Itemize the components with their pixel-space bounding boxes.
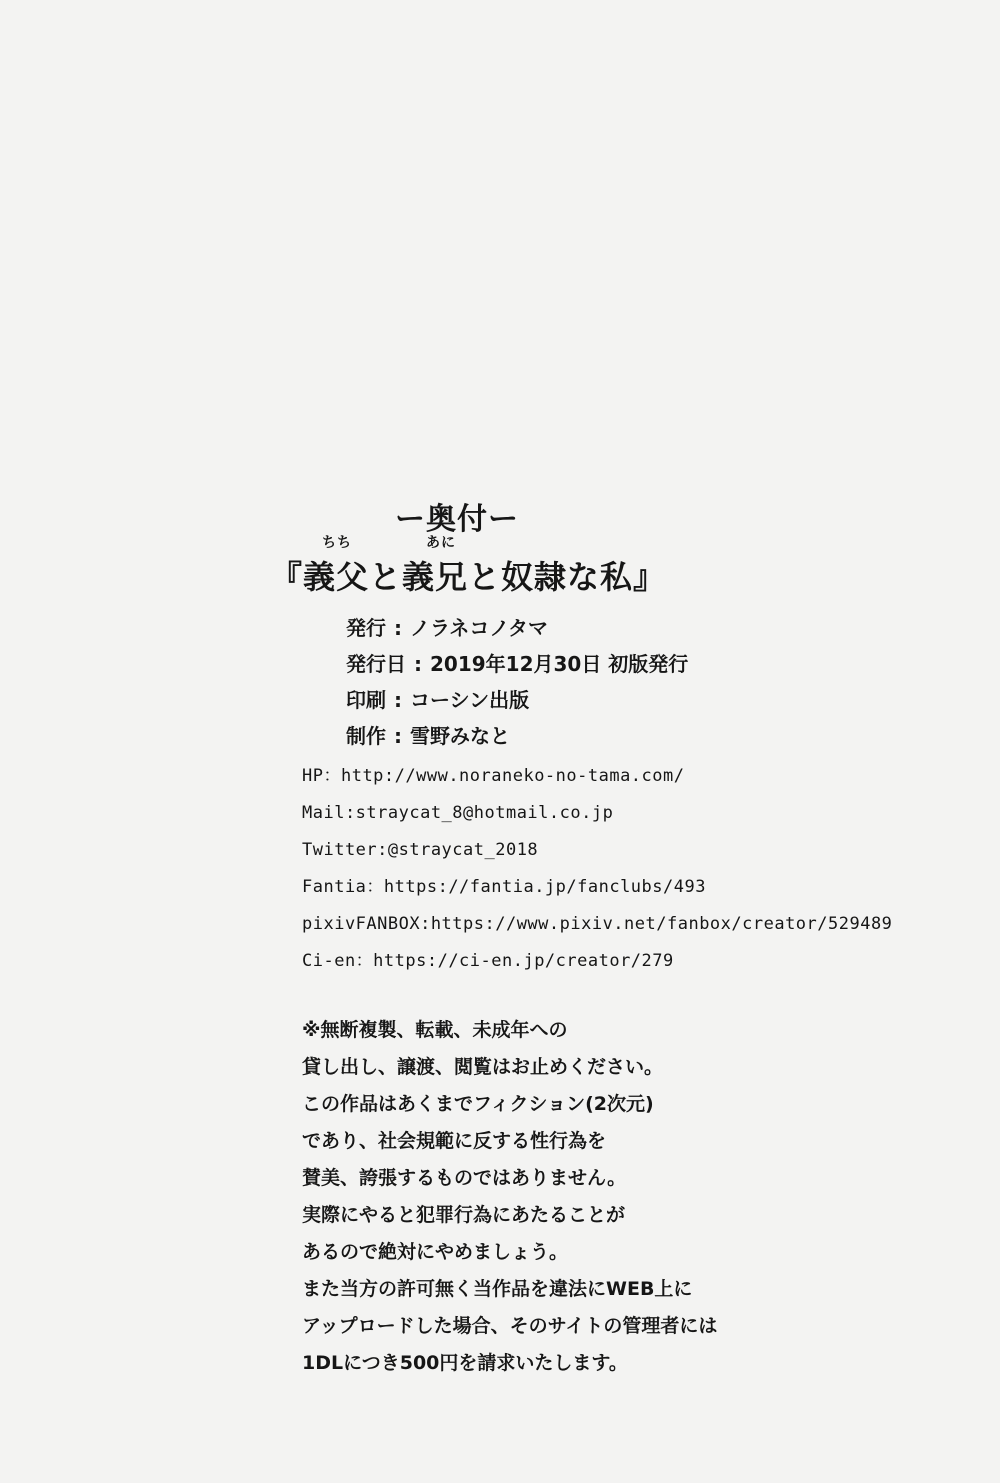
link-pixiv-fanbox[interactable]: pixivFANBOX:https://www.pixiv.net/fanbox/creator/529489 bbox=[302, 914, 893, 934]
info-value: 雪野みなと bbox=[410, 724, 510, 748]
publication-info bbox=[346, 610, 688, 754]
book-title-block bbox=[270, 532, 690, 602]
notice-line: 賛美、誇張するものではありません。 bbox=[302, 1167, 627, 1189]
info-row-printer: 印刷 : コーシン出版 bbox=[346, 688, 530, 712]
info-value: ノラネコノタマ bbox=[410, 616, 548, 640]
info-row-publisher: 発行 : ノラネコノタマ bbox=[346, 616, 548, 640]
info-label: 制作 bbox=[346, 724, 386, 748]
info-label: 印刷 bbox=[346, 688, 386, 712]
info-value: コーシン出版 bbox=[410, 688, 530, 712]
info-row-date: 発行日 : 2019年12月30日 初版発行 bbox=[346, 652, 689, 676]
colophon-heading: ー奥付ー bbox=[395, 502, 519, 537]
contact-links bbox=[302, 758, 892, 980]
info-label: 発行 bbox=[346, 616, 386, 640]
notice-line: また当方の許可無く当作品を違法にWEB上に bbox=[302, 1278, 693, 1300]
notice-line: であり、社会規範に反する性行為を bbox=[302, 1130, 607, 1152]
notice-line: 実際にやると犯罪行為にあたることが bbox=[302, 1204, 626, 1226]
notice-line: アップロードした場合、そのサイトの管理者には bbox=[302, 1315, 718, 1337]
notice-line: この作品はあくまでフィクション(2次元) bbox=[302, 1093, 654, 1115]
notice-line: あるので絶対にやめましょう。 bbox=[302, 1241, 569, 1263]
info-value: 2019年12月30日 初版発行 bbox=[430, 652, 689, 676]
notice-line: 1DLにつき500円を請求いたします。 bbox=[302, 1352, 628, 1374]
notice-line: 貸し出し、譲渡、閲覧はお止めください。 bbox=[302, 1056, 664, 1078]
book-title: 『義父と義兄と奴隷な私』 bbox=[270, 558, 667, 596]
link-mail[interactable]: Mail:straycat_8@hotmail.co.jp bbox=[302, 803, 614, 823]
link-fantia[interactable]: Fantia：https://fantia.jp/fanclubs/493 bbox=[302, 877, 706, 897]
ruby-chichi: ちち bbox=[322, 535, 352, 551]
notice-line: ※無断複製、転載、未成年への bbox=[302, 1019, 568, 1041]
ruby-ani: あに bbox=[426, 535, 456, 551]
link-twitter[interactable]: Twitter:@straycat_2018 bbox=[302, 840, 539, 860]
link-homepage[interactable]: HP：http://www.noraneko-no-tama.com/ bbox=[302, 766, 685, 786]
info-label: 発行日 bbox=[346, 652, 406, 676]
info-row-creator: 制作 : 雪野みなと bbox=[346, 724, 510, 748]
copyright-notice bbox=[302, 1012, 717, 1382]
link-ci-en[interactable]: Ci-en：https://ci-en.jp/creator/279 bbox=[302, 951, 674, 971]
